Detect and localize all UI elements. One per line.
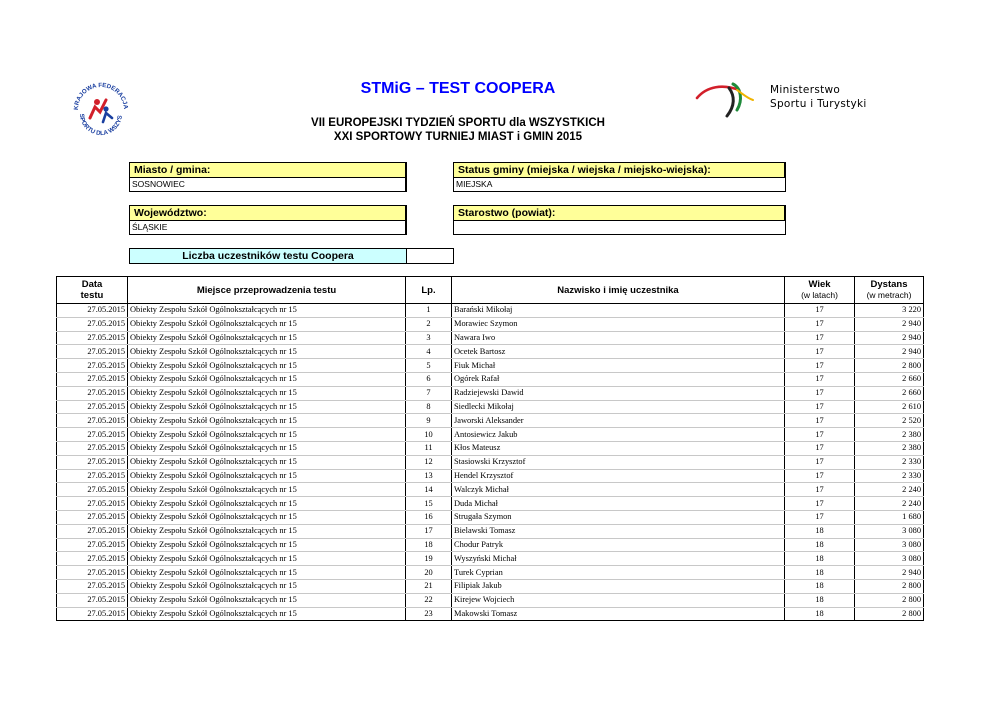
cell-date: 27.05.2015 — [57, 510, 128, 524]
cell-name: Strugała Szymon — [452, 510, 785, 524]
page-title: STMiG – TEST COOPERA — [360, 80, 556, 97]
col-name-header: Nazwisko i imię uczestnika — [452, 277, 785, 304]
table-row — [57, 441, 924, 455]
cell-age: 17 — [785, 359, 855, 373]
miasto-field[interactable]: SOSNOWIEC — [129, 178, 407, 192]
cell-lp: 18 — [406, 538, 452, 552]
table-row — [57, 552, 924, 566]
col-lp-header: Lp. — [406, 277, 452, 304]
col-date-header: Data testu — [57, 277, 128, 304]
cell-distance: 2 380 — [855, 441, 924, 455]
cell-age: 17 — [785, 414, 855, 428]
cell-name: Fiuk Michał — [452, 359, 785, 373]
cell-age: 17 — [785, 510, 855, 524]
cell-name: Ocetek Bartosz — [452, 345, 785, 359]
cell-age: 17 — [785, 386, 855, 400]
table-row — [57, 510, 924, 524]
cell-lp: 16 — [406, 510, 452, 524]
cell-distance: 2 610 — [855, 400, 924, 414]
wojewodztwo-label: Województwo: — [129, 205, 407, 221]
table-row — [57, 304, 924, 318]
cell-date: 27.05.2015 — [57, 441, 128, 455]
cell-place: Obiekty Zespołu Szkół Ogólnokształcących nr 15 — [128, 538, 406, 552]
cell-age: 17 — [785, 345, 855, 359]
cell-place: Obiekty Zespołu Szkół Ogólnokształcących nr 15 — [128, 552, 406, 566]
cell-distance: 2 380 — [855, 428, 924, 442]
cell-age: 17 — [785, 304, 855, 318]
cell-lp: 11 — [406, 441, 452, 455]
cell-place: Obiekty Zespołu Szkół Ogólnokształcących nr 15 — [128, 607, 406, 621]
cell-date: 27.05.2015 — [57, 552, 128, 566]
cell-distance: 3 080 — [855, 538, 924, 552]
cell-date: 27.05.2015 — [57, 524, 128, 538]
cell-distance: 2 800 — [855, 579, 924, 593]
table-row — [57, 469, 924, 483]
cell-age: 18 — [785, 538, 855, 552]
status-field[interactable]: MIEJSKA — [453, 178, 786, 192]
status-label: Status gminy (miejska / wiejska / miejsko-wiejska): — [453, 162, 786, 178]
cell-distance: 2 520 — [855, 414, 924, 428]
cell-place: Obiekty Zespołu Szkół Ogólnokształcących nr 15 — [128, 455, 406, 469]
table-header-row — [57, 277, 924, 304]
cell-lp: 19 — [406, 552, 452, 566]
cell-lp: 23 — [406, 607, 452, 621]
table-row — [57, 428, 924, 442]
cell-age: 17 — [785, 372, 855, 386]
cell-distance: 2 330 — [855, 469, 924, 483]
table-row — [57, 386, 924, 400]
cell-distance: 2 240 — [855, 483, 924, 497]
cell-place: Obiekty Zespołu Szkół Ogólnokształcących nr 15 — [128, 359, 406, 373]
table-row — [57, 359, 924, 373]
cell-distance: 2 660 — [855, 372, 924, 386]
cell-name: Ogórek Rafał — [452, 372, 785, 386]
cell-place: Obiekty Zespołu Szkół Ogólnokształcących nr 15 — [128, 331, 406, 345]
cell-name: Stasiowski Krzysztof — [452, 455, 785, 469]
cell-age: 17 — [785, 331, 855, 345]
cell-distance: 2 660 — [855, 386, 924, 400]
cell-place: Obiekty Zespołu Szkół Ogólnokształcących nr 15 — [128, 386, 406, 400]
cell-distance: 3 220 — [855, 304, 924, 318]
ministry-line2: Sportu i Turystyki — [770, 98, 867, 110]
table-row — [57, 593, 924, 607]
cell-lp: 15 — [406, 497, 452, 511]
cell-place: Obiekty Zespołu Szkół Ogólnokształcących nr 15 — [128, 497, 406, 511]
table-row — [57, 317, 924, 331]
cell-place: Obiekty Zespołu Szkół Ogólnokształcących nr 15 — [128, 483, 406, 497]
cell-lp: 14 — [406, 483, 452, 497]
table-row — [57, 414, 924, 428]
ministry-line1: Ministerstwo — [770, 84, 841, 96]
table-row — [57, 579, 924, 593]
cell-age: 17 — [785, 441, 855, 455]
cell-lp: 1 — [406, 304, 452, 318]
cell-age: 17 — [785, 428, 855, 442]
cell-distance: 2 940 — [855, 317, 924, 331]
cell-distance: 2 800 — [855, 593, 924, 607]
svg-text:SPORTU DLA WSZYSTKICH: SPORTU DLA WSZYS — [77, 113, 125, 138]
table-row — [57, 400, 924, 414]
cell-place: Obiekty Zespołu Szkół Ogólnokształcących nr 15 — [128, 428, 406, 442]
cell-distance: 3 080 — [855, 524, 924, 538]
cell-distance: 2 940 — [855, 345, 924, 359]
cell-name: Barański Mikołaj — [452, 304, 785, 318]
cell-name: Jaworski Aleksander — [452, 414, 785, 428]
cell-lp: 21 — [406, 579, 452, 593]
cell-place: Obiekty Zespołu Szkół Ogólnokształcących nr 15 — [128, 469, 406, 483]
cell-date: 27.05.2015 — [57, 538, 128, 552]
cell-place: Obiekty Zespołu Szkół Ogólnokształcących nr 15 — [128, 510, 406, 524]
cell-date: 27.05.2015 — [57, 414, 128, 428]
cell-date: 27.05.2015 — [57, 304, 128, 318]
cell-age: 18 — [785, 593, 855, 607]
cell-distance: 2 940 — [855, 331, 924, 345]
cell-date: 27.05.2015 — [57, 428, 128, 442]
cell-distance: 3 080 — [855, 552, 924, 566]
liczba-label: Liczba uczestników testu Coopera — [129, 248, 407, 264]
subtitle-tournament: XXI SPORTOWY TURNIEJ MIAST i GMIN 2015 — [333, 131, 583, 143]
cell-name: Kłos Mateusz — [452, 441, 785, 455]
cell-date: 27.05.2015 — [57, 372, 128, 386]
cell-place: Obiekty Zespołu Szkół Ogólnokształcących nr 15 — [128, 524, 406, 538]
table-row — [57, 331, 924, 345]
cell-place: Obiekty Zespołu Szkół Ogólnokształcących nr 15 — [128, 579, 406, 593]
cell-name: Siedlecki Mikołaj — [452, 400, 785, 414]
cell-date: 27.05.2015 — [57, 455, 128, 469]
cell-date: 27.05.2015 — [57, 483, 128, 497]
wojewodztwo-field[interactable]: ŚLĄSKIE — [129, 221, 407, 235]
cell-age: 17 — [785, 483, 855, 497]
cell-age: 17 — [785, 469, 855, 483]
cell-name: Antosiewicz Jakub — [452, 428, 785, 442]
cell-distance: 2 940 — [855, 566, 924, 580]
liczba-field[interactable] — [407, 248, 454, 264]
cell-age: 17 — [785, 455, 855, 469]
cell-age: 18 — [785, 552, 855, 566]
cell-name: Walczyk Michał — [452, 483, 785, 497]
cell-name: Morawiec Szymon — [452, 317, 785, 331]
svg-text:KRAJOWA FEDERACJA: KRAJOWA FEDERACJA — [72, 81, 130, 111]
cell-age: 18 — [785, 579, 855, 593]
cell-place: Obiekty Zespołu Szkół Ogólnokształcących nr 15 — [128, 414, 406, 428]
col-place-header: Miejsce przeprowadzenia testu — [128, 277, 406, 304]
subtitle-event: VII EUROPEJSKI TYDZIEŃ SPORTU dla WSZYSTKICH — [311, 117, 605, 129]
table-row — [57, 538, 924, 552]
col-distance-header: Dystans (w metrach) — [855, 277, 924, 304]
cell-place: Obiekty Zespołu Szkół Ogólnokształcących nr 15 — [128, 593, 406, 607]
cell-date: 27.05.2015 — [57, 359, 128, 373]
cell-name: Kirejew Wojciech — [452, 593, 785, 607]
federation-logo — [70, 74, 132, 144]
cell-lp: 7 — [406, 386, 452, 400]
cell-name: Filipiak Jakub — [452, 579, 785, 593]
cell-distance: 2 240 — [855, 497, 924, 511]
cell-age: 18 — [785, 566, 855, 580]
cell-date: 27.05.2015 — [57, 386, 128, 400]
table-row — [57, 455, 924, 469]
cell-date: 27.05.2015 — [57, 497, 128, 511]
starostwo-label: Starostwo (powiat): — [453, 205, 786, 221]
cell-date: 27.05.2015 — [57, 400, 128, 414]
table-row — [57, 345, 924, 359]
cell-age: 17 — [785, 497, 855, 511]
participants-table — [56, 276, 924, 621]
cell-age: 18 — [785, 607, 855, 621]
cell-name: Wyszyński Michał — [452, 552, 785, 566]
cell-date: 27.05.2015 — [57, 345, 128, 359]
cell-name: Chodur Patryk — [452, 538, 785, 552]
cell-date: 27.05.2015 — [57, 566, 128, 580]
cell-date: 27.05.2015 — [57, 607, 128, 621]
cell-age: 17 — [785, 317, 855, 331]
cell-date: 27.05.2015 — [57, 579, 128, 593]
cell-place: Obiekty Zespołu Szkół Ogólnokształcących nr 15 — [128, 566, 406, 580]
cell-lp: 3 — [406, 331, 452, 345]
cell-name: Hendel Krzysztof — [452, 469, 785, 483]
table-row — [57, 607, 924, 621]
cell-name: Duda Michał — [452, 497, 785, 511]
table-row — [57, 483, 924, 497]
cell-age: 17 — [785, 400, 855, 414]
starostwo-field[interactable] — [453, 221, 786, 235]
cell-distance: 1 680 — [855, 510, 924, 524]
cell-place: Obiekty Zespołu Szkół Ogólnokształcących nr 15 — [128, 317, 406, 331]
cell-lp: 2 — [406, 317, 452, 331]
cell-name: Turek Cyprian — [452, 566, 785, 580]
table-row — [57, 524, 924, 538]
ministry-name — [770, 83, 867, 111]
col-age-header: Wiek (w latach) — [785, 277, 855, 304]
table-body — [57, 304, 924, 621]
cell-place: Obiekty Zespołu Szkół Ogólnokształcących nr 15 — [128, 372, 406, 386]
cell-lp: 10 — [406, 428, 452, 442]
cell-place: Obiekty Zespołu Szkół Ogólnokształcących nr 15 — [128, 304, 406, 318]
miasto-label: Miasto / gmina: — [129, 162, 407, 178]
cell-lp: 17 — [406, 524, 452, 538]
table-row — [57, 497, 924, 511]
cell-distance: 2 330 — [855, 455, 924, 469]
cell-name: Bielawski Tomasz — [452, 524, 785, 538]
cell-date: 27.05.2015 — [57, 469, 128, 483]
cell-lp: 6 — [406, 372, 452, 386]
cell-age: 18 — [785, 524, 855, 538]
table-row — [57, 566, 924, 580]
cell-lp: 13 — [406, 469, 452, 483]
cell-lp: 22 — [406, 593, 452, 607]
cell-date: 27.05.2015 — [57, 317, 128, 331]
cell-place: Obiekty Zespołu Szkół Ogólnokształcących nr 15 — [128, 400, 406, 414]
cell-name: Makowski Tomasz — [452, 607, 785, 621]
cell-name: Radziejewski Dawid — [452, 386, 785, 400]
cell-lp: 9 — [406, 414, 452, 428]
cell-lp: 12 — [406, 455, 452, 469]
cell-place: Obiekty Zespołu Szkół Ogólnokształcących nr 15 — [128, 345, 406, 359]
cell-distance: 2 800 — [855, 607, 924, 621]
table-row — [57, 372, 924, 386]
cell-lp: 4 — [406, 345, 452, 359]
cell-date: 27.05.2015 — [57, 331, 128, 345]
cell-lp: 8 — [406, 400, 452, 414]
cell-name: Nawara Iwo — [452, 331, 785, 345]
cell-lp: 20 — [406, 566, 452, 580]
cell-place: Obiekty Zespołu Szkół Ogólnokształcących nr 15 — [128, 441, 406, 455]
cell-distance: 2 800 — [855, 359, 924, 373]
cell-date: 27.05.2015 — [57, 593, 128, 607]
cell-lp: 5 — [406, 359, 452, 373]
